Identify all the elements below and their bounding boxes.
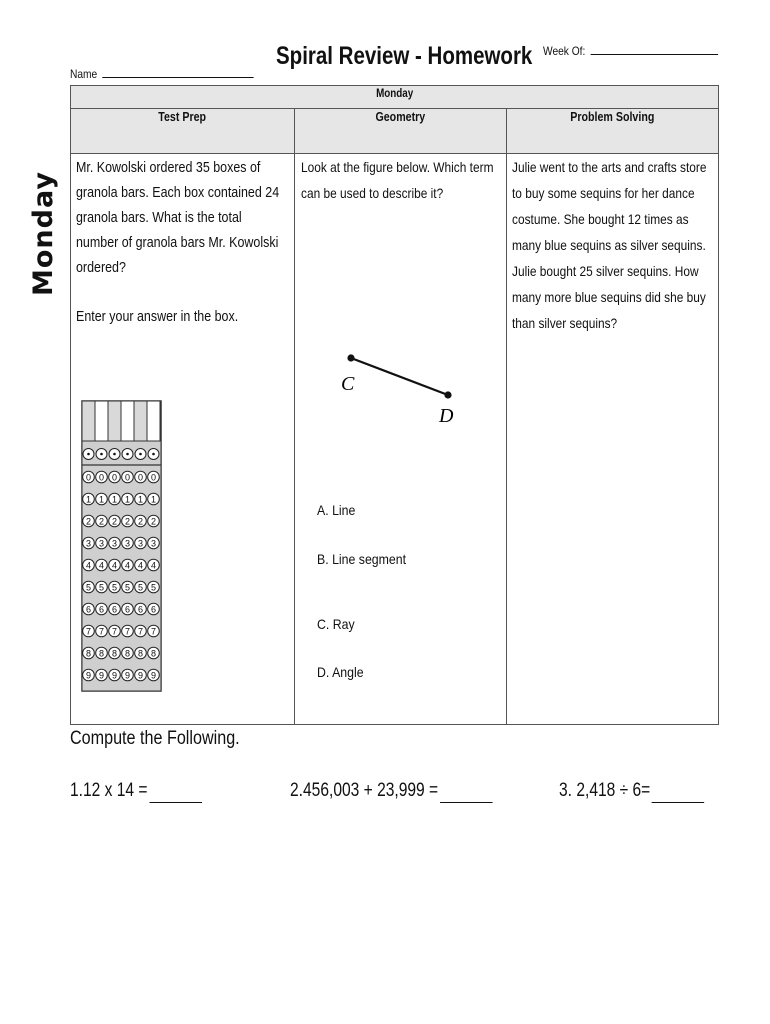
digit-label: 3 — [85, 538, 92, 549]
column-label: Geometry — [375, 109, 426, 124]
question-line: many blue sequins as silver sequins. — [511, 237, 706, 253]
test-prep-question — [76, 156, 291, 281]
digit-label: 8 — [150, 648, 157, 659]
name-label: Name — [70, 67, 98, 81]
problem-text: 1.12 x 14 = — [70, 780, 148, 801]
digit-label: 1 — [137, 494, 144, 505]
compute-problem-1 — [70, 780, 202, 803]
question-line: granola bars. Each box contained 24 — [76, 185, 280, 201]
digit-label: 4 — [98, 560, 105, 571]
digit-label: 2 — [111, 516, 118, 527]
digit-label: 5 — [137, 582, 144, 593]
geometry-question — [301, 154, 505, 206]
digit-label: 7 — [98, 626, 105, 637]
answer-blank[interactable] — [652, 780, 704, 803]
line-segment-figure — [331, 342, 461, 422]
digit-label: 4 — [150, 560, 157, 571]
digit-label: 3 — [137, 538, 144, 549]
day-header-label: Monday — [375, 86, 414, 100]
point-c-dot — [347, 354, 354, 361]
decimal-point — [100, 453, 103, 456]
answer-blank[interactable] — [440, 780, 492, 803]
question-line: Julie bought 25 silver sequins. How — [511, 263, 699, 279]
digit-label: 7 — [150, 626, 157, 637]
choice-c[interactable]: C. Ray — [316, 616, 355, 632]
digit-label: 1 — [150, 494, 157, 505]
question-line: to buy some sequins for her dance — [511, 185, 695, 201]
compute-problem-3 — [559, 780, 704, 803]
point-c-label: C — [340, 373, 355, 395]
entry-box[interactable] — [134, 401, 147, 441]
question-line: granola bars. What is the total — [76, 210, 242, 226]
problem-text: 3. 2,418 ÷ 6= — [559, 780, 651, 801]
answer-blank[interactable] — [149, 780, 201, 803]
column-header-geometry — [294, 109, 506, 154]
choice-b[interactable]: B. Line segment — [316, 551, 406, 567]
digit-label: 9 — [150, 670, 157, 681]
digit-label: 3 — [98, 538, 105, 549]
digit-label: 7 — [85, 626, 92, 637]
digit-label: 9 — [124, 670, 131, 681]
column-label: Test Prep — [158, 109, 207, 124]
digit-label: 8 — [124, 648, 131, 659]
digit-label: 6 — [98, 604, 105, 615]
day-header — [71, 86, 719, 109]
digit-label: 1 — [124, 494, 131, 505]
digit-label: 5 — [150, 582, 157, 593]
digit-label: 8 — [85, 648, 92, 659]
digit-label: 5 — [98, 582, 105, 593]
digit-label: 4 — [124, 560, 131, 571]
segment-cd — [351, 358, 448, 395]
test-prep-cell — [71, 154, 295, 725]
digit-label: 3 — [124, 538, 131, 549]
name-blank[interactable] — [103, 66, 254, 78]
digit-label: 3 — [111, 538, 118, 549]
digit-label: 7 — [111, 626, 118, 637]
compute-title: Compute the Following. — [70, 728, 240, 749]
point-d-label: D — [438, 405, 454, 422]
question-line: Look at the figure below. Which term — [300, 159, 494, 175]
week-label: Week Of: — [543, 44, 586, 58]
entry-box[interactable] — [121, 401, 134, 441]
digit-label: 6 — [111, 604, 118, 615]
choice-a[interactable]: A. Line — [316, 502, 356, 518]
problem-text: 2.456,003 + 23,999 = — [290, 780, 439, 801]
point-d-dot — [444, 391, 451, 398]
decimal-point — [139, 453, 142, 456]
digit-label: 0 — [124, 472, 131, 483]
column-header-test-prep — [71, 109, 295, 154]
digit-label: 0 — [137, 472, 144, 483]
entry-box[interactable] — [147, 401, 160, 441]
digit-label: 2 — [98, 516, 105, 527]
digit-label: 0 — [98, 472, 105, 483]
question-line: costume. She bought 12 times as — [511, 211, 689, 227]
digit-label: 1 — [98, 494, 105, 505]
entry-box[interactable] — [95, 401, 108, 441]
digit-label: 8 — [137, 648, 144, 659]
digit-label: 3 — [150, 538, 157, 549]
digit-label: 1 — [85, 494, 92, 505]
question-line: Mr. Kowolski ordered 35 boxes of — [76, 160, 261, 176]
digit-label: 6 — [85, 604, 92, 615]
digit-label: 0 — [150, 472, 157, 483]
digit-label: 8 — [111, 648, 118, 659]
digit-label: 6 — [150, 604, 157, 615]
digit-label: 9 — [85, 670, 92, 681]
question-line: ordered? — [76, 260, 126, 276]
problem-solving-cell — [506, 154, 718, 725]
question-line: can be used to describe it? — [300, 185, 444, 201]
entry-box[interactable] — [82, 401, 95, 441]
question-line: Julie went to the arts and crafts store — [511, 159, 707, 175]
column-header-problem-solving — [506, 109, 718, 154]
decimal-point — [152, 453, 155, 456]
digit-label: 5 — [124, 582, 131, 593]
digit-label: 2 — [137, 516, 144, 527]
digit-label: 2 — [124, 516, 131, 527]
week-field — [543, 43, 718, 58]
digit-label: 9 — [111, 670, 118, 681]
digit-label: 4 — [85, 560, 92, 571]
choice-d[interactable]: D. Angle — [316, 664, 364, 680]
decimal-point — [87, 453, 90, 456]
side-day-label: Monday — [28, 171, 59, 296]
digit-label: 0 — [111, 472, 118, 483]
decimal-point — [113, 453, 116, 456]
digit-label: 9 — [98, 670, 105, 681]
geometry-cell — [294, 154, 506, 725]
compute-problem-2 — [290, 780, 492, 803]
entry-box[interactable] — [108, 401, 121, 441]
digit-label: 6 — [137, 604, 144, 615]
review-table — [70, 85, 719, 725]
name-field — [70, 66, 254, 81]
question-line: than silver sequins? — [511, 315, 618, 331]
page-title: Spiral Review - Homework — [276, 42, 533, 70]
answer-bubble-grid[interactable] — [80, 399, 162, 695]
column-label: Problem Solving — [570, 109, 655, 124]
digit-label: 5 — [111, 582, 118, 593]
test-prep-instruction: Enter your answer in the box. — [76, 309, 239, 325]
digit-label: 7 — [124, 626, 131, 637]
decimal-point — [126, 453, 129, 456]
week-blank[interactable] — [591, 43, 719, 55]
digit-label: 6 — [124, 604, 131, 615]
digit-label: 4 — [137, 560, 144, 571]
digit-label: 1 — [111, 494, 118, 505]
question-line: many more blue sequins did she buy — [511, 289, 706, 305]
digit-label: 4 — [111, 560, 118, 571]
digit-label: 9 — [137, 670, 144, 681]
digit-label: 2 — [150, 516, 157, 527]
problem-solving-question — [512, 154, 720, 336]
digit-label: 0 — [85, 472, 92, 483]
digit-label: 2 — [85, 516, 92, 527]
digit-label: 8 — [98, 648, 105, 659]
digit-label: 5 — [85, 582, 92, 593]
question-line: number of granola bars Mr. Kowolski — [76, 235, 279, 251]
digit-label: 7 — [137, 626, 144, 637]
